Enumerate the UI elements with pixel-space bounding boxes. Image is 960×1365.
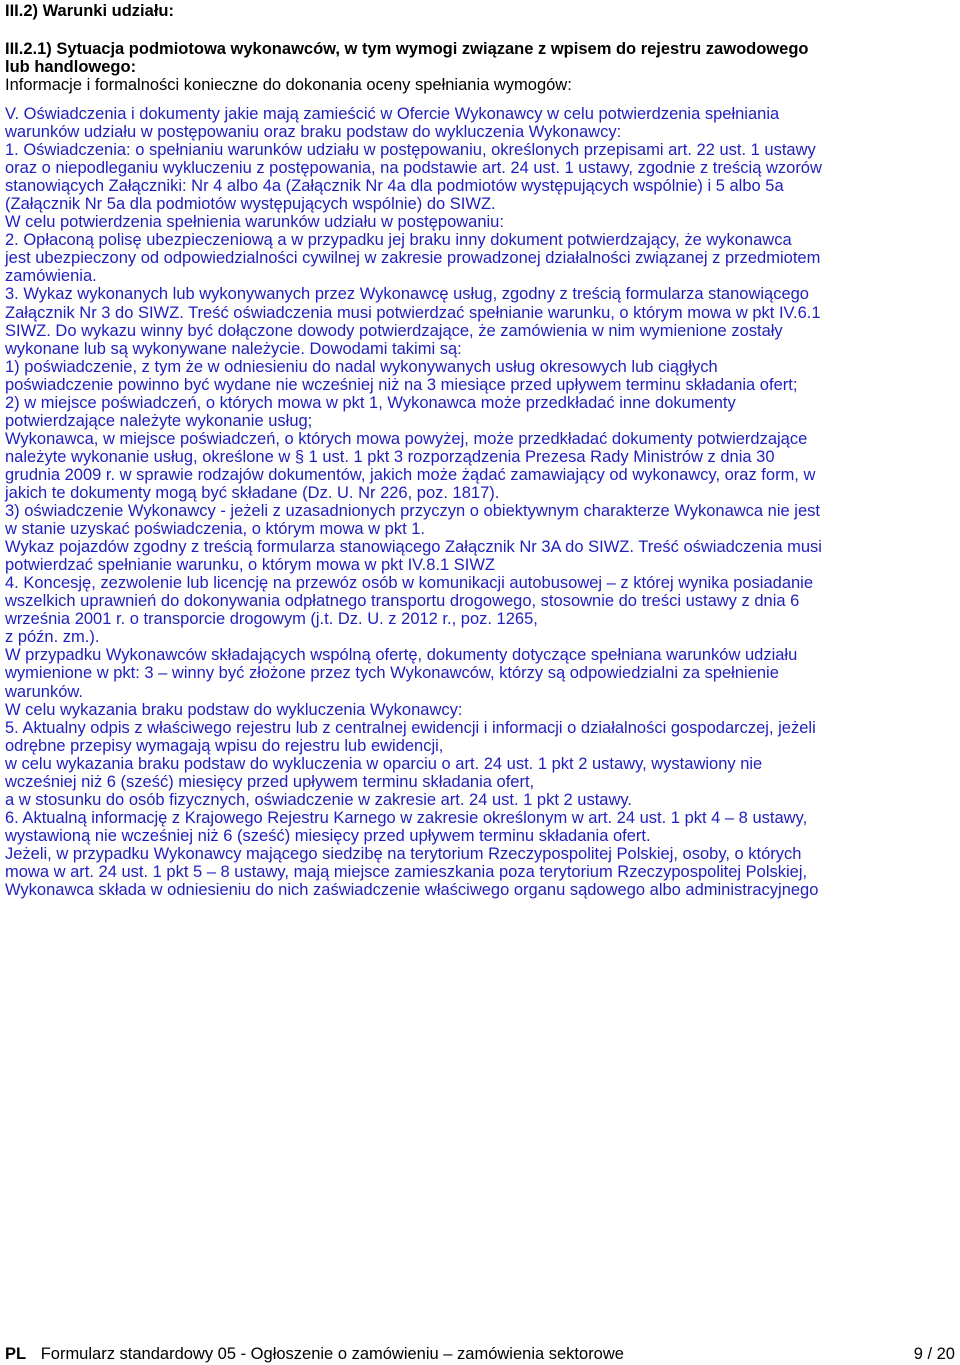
text-line: 2. Opłaconą polisę ubezpieczeniową a w przypadku jej braku inny dokument potwierdzający, że wykonawca: [5, 231, 792, 250]
text-line: grudnia 2009 r. w sprawie rodzajów dokumentów, jakich może żądać zamawiający od wykonawcy, oraz form, w: [5, 465, 816, 484]
text-line: wykonane lub są wykonywane należycie. Dowodami takimi są:: [5, 339, 462, 358]
text-line: w celu wykazania braku podstaw do wykluczenia w oparciu o art. 24 ust. 1 pkt 2 ustawy, wystawiony nie: [5, 754, 763, 773]
text-line: W celu wykazania braku podstaw do wykluczenia Wykonawcy:: [5, 700, 463, 719]
text-line: jest ubezpieczony od odpowiedzialności cywilnej w zakresie prowadzonej działalności związanej z przedmiotem: [5, 249, 821, 268]
text-line: potwierdzające należyte wykonanie usług;: [5, 411, 313, 430]
text-line: Wykonawca, w miejsce poświadczeń, o których mowa powyżej, może przedkładać dokumenty potwierdzające: [5, 429, 808, 448]
text-line: 3) oświadczenie Wykonawcy - jeżeli z uzasadnionych przyczyn o obiektywnym charakterze Wykonawca nie jest: [5, 502, 820, 521]
text-line: Wykonawca składa w odniesieniu do nich zaświadczenie właściwego organu sądowego albo administracyjnego: [5, 881, 819, 900]
text-line: Wykaz pojazdów zgodny z treścią formularza stanowiącego Załącznik Nr 3A do SIWZ. Treść oświadczenia musi: [5, 538, 822, 557]
text-line: stanowiących Załączniki: Nr 4 albo 4a (Załącznik Nr 4a dla podmiotów występujących wspólnie) i 5 albo 5a: [5, 177, 784, 196]
text-line: września 2001 r. o transporcie drogowym (j.t. Dz. U. z 2012 r., poz. 1265,: [5, 610, 538, 629]
text-line: 6. Aktualną informację z Krajowego Rejestru Karnego w zakresie określonym w art. 24 ust. 1 pkt 4 – 8 ustawy,: [5, 808, 808, 827]
text-line: V. Oświadczenia i dokumenty jakie mają zamieścić w Ofercie Wykonawcy w celu potwierdzenia spełniania: [5, 105, 780, 123]
text-line: a w stosunku do osób fizycznych, oświadczenie w zakresie art. 24 ust. 1 pkt 2 ustawy.: [5, 790, 632, 809]
text-line: 1. Oświadczenia: o spełnianiu warunków udziału w postępowaniu, określonych przepisami art. 22 ust. 1 ustawy: [5, 141, 816, 160]
text-line: wcześniej niż 6 (sześć) miesięcy przed upływem terminu składania ofert,: [5, 772, 535, 791]
text-line: w stanie uzyskać poświadczenia, o którym mowa w pkt 1.: [5, 520, 426, 539]
text-line: 1) poświadczenie, z tym że w odniesieniu do nadal wykonywanych usług okresowych lub ciągłych: [5, 357, 718, 376]
subsection-title-line: lub handlowego:: [5, 58, 137, 76]
text-line: jakich te dokumenty mogą być składane (Dz. U. Nr 226, poz. 1817).: [5, 483, 500, 502]
text-line: Jeżeli, w przypadku Wykonawcy mającego siedzibę na terytorium Rzeczypospolitej Polskiej, osoby, o których: [5, 844, 802, 863]
form-name: Formularz standardowy 05 - Ogłoszenie o zamówieniu – zamówienia sektorowe: [40, 1345, 624, 1363]
text-line: wymienione w pkt: 3 – winny być złożone przez tych Wykonawców, którzy są odpowiedzialni za spełnienie: [5, 664, 779, 683]
subsection-title: [5, 40, 955, 76]
text-line: warunków.: [5, 682, 83, 701]
subsection-title-line: III.2.1) Sytuacja podmiotowa wykonawców, w tym wymogi związane z wpisem do rejestru zawodowego: [5, 40, 809, 58]
text-line: SIWZ. Do wykazu winny być dołączone dowody potwierdzające, że zamówienia w nim wymienione zostały: [5, 321, 783, 340]
text-line: wystawioną nie wcześniej niż 6 (sześć) miesięcy przed upływem terminu składania ofert.: [5, 826, 651, 845]
section-title: III.2) Warunki udziału:: [5, 2, 174, 20]
info-label: Informacje i formalności konieczne do dokonania oceny spełniania wymogów:: [5, 76, 572, 94]
text-line: 3. Wykaz wykonanych lub wykonywanych przez Wykonawcę usług, zgodny z treścią formularza stanowiącego: [5, 285, 809, 304]
text-line: wszelkich uprawnień do dokonywania odpłatnego transportu drogowego, stosownie do treści ustawy z dnia 6: [5, 592, 800, 611]
text-line: 5. Aktualny odpis z właściwego rejestru lub z centralnej ewidencji i informacji o działalności gospodarczej, jeżeli: [5, 718, 816, 737]
language-code: PL: [5, 1345, 27, 1363]
page-number: 9 / 20: [913, 1345, 955, 1363]
text-line: 4. Koncesję, zezwolenie lub licencję na przewóz osób w komunikacji autobusowej – z której wynika posiadanie: [5, 574, 814, 593]
notice-content: [5, 0, 955, 899]
text-line: mowa w art. 24 ust. 1 pkt 5 – 8 ustawy, mają miejsce zamieszkania poza terytorium Rzeczypospolitej Polskiej,: [5, 862, 808, 881]
text-line: odrębne przepisy wymagają wpisu do rejestru lub ewidencji,: [5, 736, 444, 755]
text-line: W celu potwierdzenia spełnienia warunków udziału w postępowaniu:: [5, 213, 504, 232]
text-line: (Załącznik Nr 5a dla podmiotów występujących wspólnie) do SIWZ.: [5, 195, 496, 214]
text-line: 2) w miejsce poświadczeń, o których mowa w pkt 1, Wykonawca może przedkładać inne dokumenty: [5, 393, 736, 412]
text-line: Załącznik Nr 3 do SIWZ. Treść oświadczenia musi potwierdzać spełnianie warunku, o którym mowa w pkt IV.6.1: [5, 303, 821, 322]
text-line: należyte wykonanie usług, określone w § 1 ust. 1 pkt 3 rozporządzenia Prezesa Rady Ministrów z dnia 30: [5, 447, 775, 466]
text-line: potwierdzać spełnianie warunku, o którym mowa w pkt IV.8.1 SIWZ: [5, 556, 496, 575]
text-line: zamówienia.: [5, 267, 97, 286]
requirements-text: [5, 105, 955, 899]
text-line: warunków udziału w postępowaniu oraz braku podstaw do wykluczenia Wykonawcy:: [5, 123, 622, 142]
text-line: W przypadku Wykonawców składających wspólną ofertę, dokumenty dotyczące spełniana warunków udziału: [5, 646, 798, 665]
text-line: poświadczenie powinno być wydane nie wcześniej niż na 3 miesiące przed upływem terminu składania ofert;: [5, 375, 798, 394]
text-line: oraz o niepodleganiu wykluczeniu z postępowania, na podstawie art. 24 ust. 1 ustawy, zgodnie z treścią wzorów: [5, 159, 822, 178]
page-footer: [5, 1344, 955, 1364]
text-line: z późn. zm.).: [5, 628, 100, 647]
